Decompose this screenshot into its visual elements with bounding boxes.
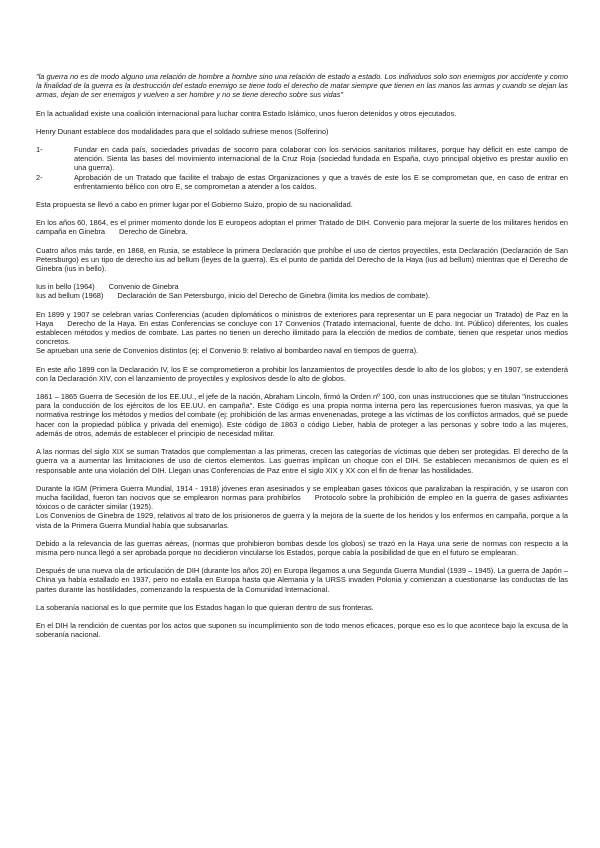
paragraph-1868: Cuatro años más tarde, en 1868, en Rusia, se establece la primera Declaración que prohíbe el uso de ciertos proyectiles, esta Declaración (Declaración de San Petersburgo) es un tipo de derecho ius ad bellum (leyes de la guerra). Es el punto de partida del Derecho de la Haya (ius ad bellum) mientras que el Derecho de Ginebra (ius in bello). [36, 245, 568, 274]
list-text: Fundar en cada país, sociedades privadas de socorro para colaborar con los servicios sanitarios militares, porque hay déficit en este campo de atención. Sienta las bases del movimiento internacional de la Cruz Roja (sociedad fundada en España, cuyo principal objetivo es prestar auxilio en una guerra). [74, 145, 568, 173]
list-number: 2- [36, 172, 43, 182]
text-igm: Durante la IGM (Primera Guerra Mundial, 1914 - 1918) jóvenes eran asesinados y se empleaban gases tóxicos que paralizaban la respiración, y se usaron con mucha facilidad, fueron tan nocivos que se emplearon normas para prohibirlos [36, 483, 568, 502]
paragraph-segunda-guerra: Después de una nueva ola de articulación de DIH (durante los años 20) en Europa llegamos a una Segunda Guerra Mundial (1939 – 1945). La guerra de Japón – China ya había estallado en 1937, pero no estalla en Europa hasta que Alemania y la URSS invaden Polonia y comienzan a cuestionarse las conductas de las partes durante las hostilidades, comenzando la respuesta de la Comunidad Internacional. [36, 566, 568, 594]
paragraph-swiss: Esta propuesta se llevó a cabo en primer lugar por el Gobierno Suizo, propio de su nacionalidad. [36, 200, 353, 210]
text-derecho-ginebra: Derecho de Ginebra. [119, 227, 188, 237]
text-convenios-1929: Los Convenios de Ginebra de 1929, relativos al trato de los prisioneros de guerra y la mejora de la suerte de los heridos y los enfermos en campaña, porque a la vista de la Primera Guerra Mundial había que subsanarlas. [36, 511, 568, 530]
paragraph-1864 [36, 218, 568, 236]
text-1864: En los años 60, 1864, es el primer momento donde los E europeos adoptan el primer Tratado de DIH. Convenio para mejorar la suerte de los militares heridos en campaña en Ginebra [36, 218, 568, 237]
paragraph-siglo-xix: A las normas del siglo XIX se suman Tratados que complementan a las primeras, crecen las categorías de víctimas que deben ser protegidas. El derecho de la guerra va a aumentar las limitaciones de uso de ciertos elementos. Las guerras implican un choque con el DIH. Se establecen mecanismos de quien es el responsable ante una violación del DIH. Llegan unas Conferencias de Paz entre el siglo XIX y XX con el fin de frenar las hostilidades. [36, 447, 568, 475]
list-text: Aprobación de un Tratado que facilite el trabajo de estas Organizaciones y que a través de este los E se comprometan que, en caso de entrar en enfrentamiento bélico con otro E, se comprometan a atender a los caídos. [74, 172, 568, 191]
text-protocolo: Protocolo sobre la prohibición de empleo en la guerra de gases asfixiantes tóxicos o de carácter similar (1925). [36, 492, 569, 512]
list-number: 1- [36, 145, 43, 155]
paragraph-declaracion-iv: En este año 1899 con la Declaración IV, los E se comprometieron a prohibir los lanzamientos de proyectiles desde lo alto de los globos; y en 1907, se extenderá con la Declaración XIV, con el lanzamiento de proyectiles y explosivos desde lo alto de globos. [36, 364, 568, 383]
text-convenios: Se aprueban una serie de Convenios distintos (ej: el Convenio 9: relativo al bombardeo naval en tiempos de guerra). [36, 346, 419, 356]
paragraph-dunant: Henry Dunant establece dos modalidades para que el soldado sufriese menos (Solferino) [36, 126, 329, 136]
paragraph-soberania: La soberanía nacional es lo que permite que los Estados hagan lo que quieran dentro de sus fronteras. [36, 602, 374, 612]
text-derecho-haya: Derecho de la Haya. En estas Conferencias se concluye con 17 Convenios (Tratado internacional, fuente de dcho. Int. Público) diferentes, los cuales establecen métodos y medios de combate. Las partes no tienen un derecho ilimitado para la elección de medios de combate, tienen que respetar unos medios concretos. [36, 318, 568, 347]
paragraph-ius [36, 282, 568, 300]
paragraph-guerras-aereas: Debido a la relevancia de las guerras aéreas, (normas que prohibieron bombas desde los globos) se trazó en la Haya una serie de normas con respecto a la misma pero nunca llegó a ser aprobada porque no decidieron vincularse los Estados, porque cabía la posibilidad de que en el futuro se emplearan. [36, 538, 568, 557]
ius-in-bello: Ius in bello (1964) [36, 282, 95, 292]
paragraph-igm [36, 484, 568, 530]
convenio-ginebra: Convenio de Ginebra [108, 282, 179, 292]
paragraph-conferencias-haya [36, 310, 568, 356]
ius-ad-bellum: Ius ad bellum (1968) [36, 291, 104, 301]
paragraph-coalition: En la actualidad existe una coalición internacional para luchar contra Estado Islámico, unos fueron detenidos y otros ejecutados. [36, 108, 457, 118]
list-item-1 [36, 145, 568, 173]
declaracion-san-petersburgo: Declaración de San Petersburgo, inicio del Derecho de Ginebra (limita los medios de combate). [117, 291, 430, 301]
text-conferencias: En 1899 y 1907 se celebran varias Conferencias (acuden diplomáticos o ministros de exteriores para representar un E para negociar un Tratado) de Paz en la Haya [36, 309, 568, 328]
paragraph-rendicion: En el DIH la rendición de cuentas por los actos que suponen su incumplimiento son de todo menos eficaces, porque eso es lo que acontece bajo la excusa de la soberanía nacional. [36, 620, 568, 640]
opening-quote: "la guerra no es de modo alguno una relación de hombre a hombre sino una relación de estado a estado. Los individuos solo son enemigos por accidente y como la finalidad de la guerra es la destrucción del estado enemigo se tiene todo el derecho de matar siempre que tienen en las manos las armas y cuando se dejan las armas, dejan de ser enemigos y vuelven a ser hombre y no se tiene derecho sobre sus vidas" [36, 72, 568, 100]
document-page [36, 72, 568, 648]
list-item-2 [36, 173, 568, 191]
paragraph-secesion: 1861 – 1865 Guerra de Secesión de los EE.UU., el jefe de la nación, Abraham Lincoln, firmó la Orden nº 100, con unas instrucciones que se titulan "instrucciones para la conducción de los ejércitos de los EE.UU. en campaña". Este Código es una propia norma interna pero las repercusiones fueron masivas, ya que la normativa restringe los métodos y medios del combate (ej: prohibición de las armas envenenadas, protege a las víctimas de los conflictos armados, qué se puede hacer con la propiedad pública y privada del enemigo). Este código de 1863 o código Lieber, habla de proteger a las personas y sobre todo a las mujeres, además de otros, además de establecer el principio de necesidad militar. [36, 392, 568, 438]
